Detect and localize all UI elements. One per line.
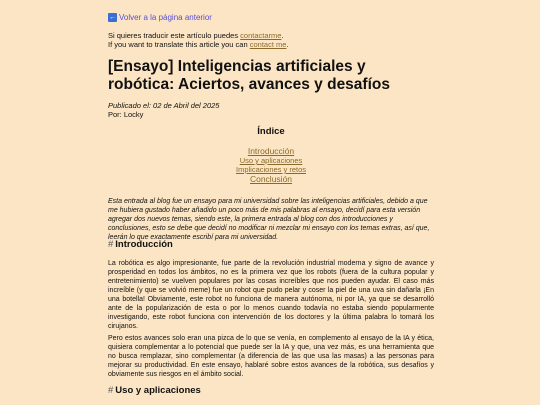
section-title: Uso y aplicaciones [115,385,201,396]
article-meta [108,101,219,119]
paragraph: La robótica es algo impresionante, fue parte de la revolución industrial moderna y signo de avance y prosperidad en todos los ámbitos, no es la primera vez que los robots (fuera de la cultura popular y entretenimiento) se vuelven populares por las cosas increíbles que nos pueden ayudar. El caso más increíble (y que se volvió meme) fue un robot que pudo pelar y coser la piel de una uva sin dañarla ¡En una botella! Obviamente, este robot no funciona de manera autónoma, ni por IA, ya que se desarrolló ante de la popularización de esta o por lo menos cuando todavía no estaba siendo popularmente investigando, este robot funciona con intervención de los doctores y la última palabra lo tomará los cirujanos. [108,260,434,330]
paragraph: Pero estos avances solo eran una pizca de lo que se venía, en complemento al ensayo de la IA y ética, quisiera complementar a lo potencial que puede ser la IA y que, una vez más, es una herramienta que no busca remplazar, sino complementar (a diferencia de las que usa las masas) a las personas para mejorar su productividad. En este ensayo, hablaré sobre estos avances de la robótica, sus desafíos y obviamente sus riesgos en el ámbito social. [108,335,434,378]
author: Por: Locky [108,110,144,119]
translate-en-end: . [286,40,289,49]
toc-item-introduccion[interactable]: Introducción [247,146,295,156]
back-link[interactable] [108,13,212,22]
article-title: [Ensayo] Inteligencias artificiales y robótica: Aciertos, avances y desafíos [108,58,390,93]
published-date: Publicado el: 02 de Abril del 2025 [108,101,220,110]
back-arrow-icon: ← [109,14,116,21]
section-heading-uso-aplicaciones [108,385,201,396]
contact-link-en[interactable]: contact me [249,40,287,49]
back-link-label: Volver a la página anterior [119,13,212,22]
translate-es-text: Si quieres traducir este artículo puedes [108,31,241,40]
section-heading-introduccion [108,239,173,250]
contact-link-es[interactable]: contactarme [240,31,282,40]
section-hash: # [108,385,114,396]
translate-en-text: If you want to translate this article you can [108,40,250,49]
toc-item-uso-aplicaciones[interactable]: Uso y aplicaciones [239,156,303,165]
intro-note: Esta entrada al blog fue un ensayo para mi universidad sobre las inteligencias artificiales, debido a que me hubiera gustado haber añadido un poco más de mis palabras al ensayo, decidí para esta versión agregar dos nuevos temas, siendo este, la primera entrada al blog con dos introducciones y conclusiones, esto se debe que decidí no modificar ni mezclar mi ensayo con los temas extras, así que, leerán lo que exactamente escribí para mi universidad. [108,198,430,241]
section-title: Introducción [115,239,173,250]
table-of-contents [108,146,434,184]
section-hash: # [108,239,114,250]
toc-heading: Índice [257,126,285,137]
toc-item-implicaciones-retos[interactable]: Implicaciones y retos [235,165,307,174]
toc-item-conclusion[interactable]: Conclusión [249,174,293,184]
translate-es-end: . [281,31,284,40]
translate-notice [108,31,289,49]
